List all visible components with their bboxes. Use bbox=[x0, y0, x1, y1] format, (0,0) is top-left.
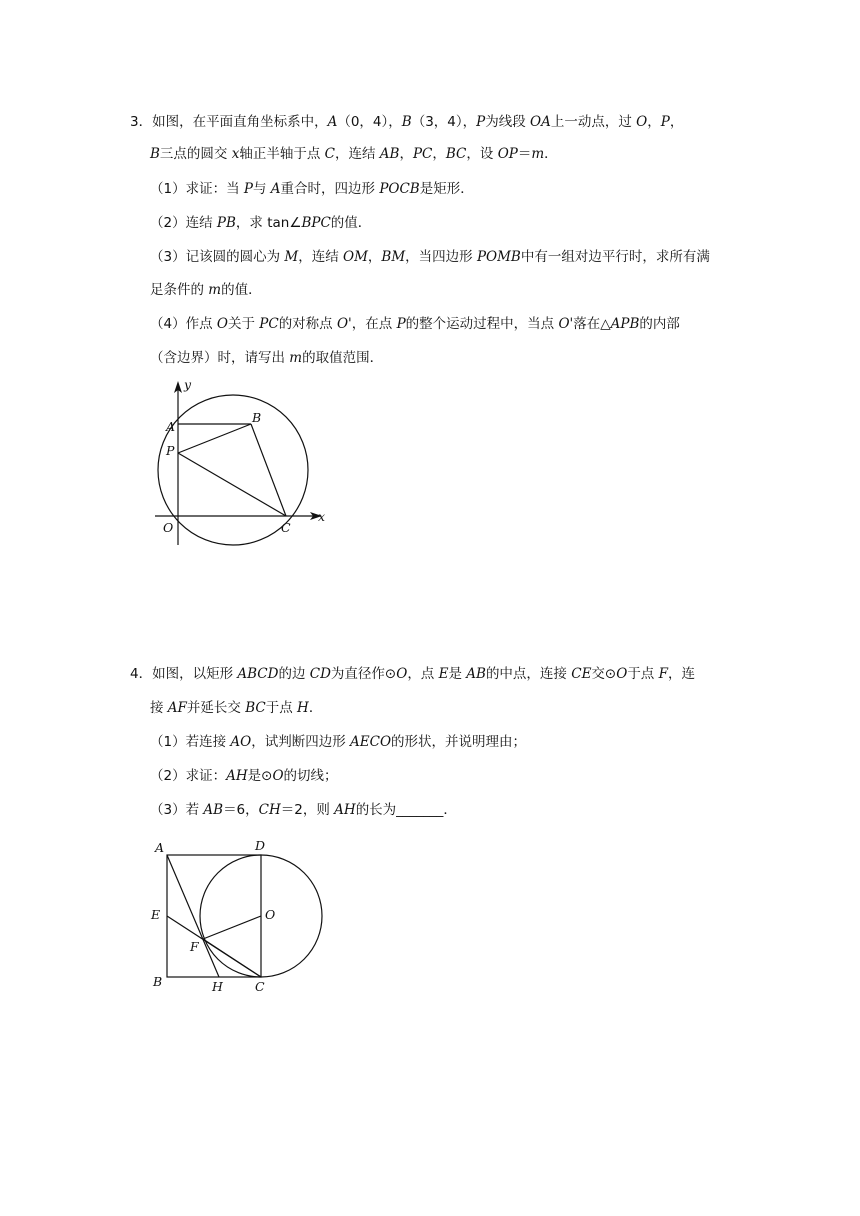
text-run: 中有一组对边平行时，求所有满 bbox=[520, 249, 710, 265]
text-run: 为线段 bbox=[485, 114, 531, 130]
text-run: 的中点，连接 bbox=[485, 666, 572, 682]
text-run: （2）求证： bbox=[150, 768, 227, 784]
text-run: 的对称点 bbox=[278, 316, 337, 332]
q4-part-2 bbox=[150, 767, 338, 785]
text-run: 三点的圆交 bbox=[159, 146, 232, 162]
q3-part-2 bbox=[150, 214, 371, 232]
q4-segment-ah bbox=[167, 855, 219, 977]
text-run: ，试判断四边形 bbox=[251, 734, 351, 750]
q4-figure bbox=[145, 835, 335, 1000]
math-variable: BPC bbox=[301, 215, 331, 231]
math-variable: O bbox=[636, 114, 648, 130]
text-run: ， bbox=[669, 114, 684, 130]
text-run: 的长为_______． bbox=[355, 802, 457, 818]
text-run: 的取值范围． bbox=[302, 350, 384, 366]
q4-label-a: A bbox=[155, 840, 165, 855]
math-variable: BC bbox=[245, 700, 266, 716]
math-variable: ABCD bbox=[237, 666, 279, 682]
q3-part-1 bbox=[150, 180, 474, 198]
q4-segment-of bbox=[203, 916, 261, 939]
math-variable: A bbox=[327, 114, 338, 130]
math-variable: P bbox=[396, 316, 406, 332]
text-run: 于点 bbox=[627, 666, 659, 682]
math-variable: x bbox=[231, 146, 240, 162]
math-variable: O bbox=[216, 316, 228, 332]
math-variable: m bbox=[531, 146, 545, 162]
math-variable: AB bbox=[203, 802, 224, 818]
math-variable: B bbox=[401, 114, 412, 130]
text-run: 关于 bbox=[227, 316, 260, 332]
text-run: ＝6， bbox=[223, 802, 259, 818]
q3-segment-bc bbox=[251, 424, 286, 516]
text-run: ， bbox=[367, 249, 382, 265]
q3-part-4-line-1 bbox=[150, 315, 680, 333]
text-run: （2）连结 bbox=[150, 215, 217, 231]
q4-part-1 bbox=[150, 733, 526, 751]
text-run: （4）作点 bbox=[150, 316, 217, 332]
q3-part-3-line-2 bbox=[150, 281, 262, 299]
text-run: 上一动点，过 bbox=[550, 114, 637, 130]
math-variable: OA bbox=[530, 114, 551, 130]
q3-part-4-line-2 bbox=[150, 349, 383, 367]
text-run: 的内部 bbox=[639, 316, 680, 332]
math-variable: POCB bbox=[379, 181, 420, 197]
text-run: （0，4）， bbox=[337, 114, 402, 130]
math-variable: O' bbox=[558, 316, 574, 332]
q3-label-o: O bbox=[163, 520, 174, 535]
text-run: ． bbox=[544, 146, 558, 162]
text-run: ， bbox=[647, 114, 661, 130]
text-run: ，连 bbox=[667, 666, 695, 682]
math-variable: M bbox=[284, 249, 299, 265]
text-run: ． bbox=[308, 700, 323, 716]
text-run: ，在点 bbox=[351, 316, 397, 332]
math-variable: O' bbox=[336, 316, 352, 332]
math-variable: P bbox=[660, 114, 670, 130]
q3-label-b: B bbox=[252, 410, 262, 425]
q3-segment-pc bbox=[178, 453, 286, 516]
text-run: ＝ bbox=[517, 146, 532, 162]
q4-label-h: H bbox=[212, 979, 223, 994]
text-run: ，求 tan∠ bbox=[235, 215, 302, 231]
q4-label-c: C bbox=[255, 979, 265, 994]
math-variable: C bbox=[324, 146, 335, 162]
text-run: 3．如图，在平面直角坐标系中， bbox=[130, 114, 328, 130]
text-run: ，连结 bbox=[334, 146, 380, 162]
q3-label-y: y bbox=[184, 377, 192, 392]
text-run: （1）若连接 bbox=[150, 734, 231, 750]
text-run: 的切线； bbox=[283, 768, 338, 784]
math-variable: AECO bbox=[350, 734, 392, 750]
text-run: （3，4）， bbox=[411, 114, 477, 130]
q3-part-3-line-1 bbox=[150, 248, 710, 266]
math-variable: AH bbox=[334, 802, 356, 818]
text-run: 重合时，四边形 bbox=[280, 181, 380, 197]
text-run: 与 bbox=[252, 181, 271, 197]
math-variable: B bbox=[150, 146, 160, 162]
text-run: 于点 bbox=[265, 700, 298, 716]
text-run: 落在△ bbox=[573, 316, 611, 332]
math-variable: F bbox=[658, 666, 668, 682]
text-run: ， bbox=[399, 146, 413, 162]
q4-stem-line-1 bbox=[130, 665, 695, 683]
text-run: 轴正半轴于点 bbox=[239, 146, 325, 162]
q3-label-a: A bbox=[166, 419, 176, 434]
math-variable: P bbox=[476, 114, 486, 130]
q4-label-f: F bbox=[190, 939, 199, 954]
q3-label-p: P bbox=[166, 443, 175, 458]
math-variable: O bbox=[272, 768, 284, 784]
math-variable: BM bbox=[381, 249, 406, 265]
math-variable: m bbox=[289, 350, 303, 366]
q4-label-e: E bbox=[151, 907, 161, 922]
q3-stem-line-2 bbox=[150, 145, 558, 163]
math-variable: APB bbox=[610, 316, 640, 332]
text-run: ，连结 bbox=[298, 249, 344, 265]
math-variable: H bbox=[297, 700, 309, 716]
math-variable: CE bbox=[571, 666, 592, 682]
q3-segment-pb bbox=[178, 424, 251, 453]
math-variable: OP bbox=[497, 146, 518, 162]
math-variable: POMB bbox=[476, 249, 521, 265]
math-variable: P bbox=[243, 181, 253, 197]
text-run: 的值． bbox=[330, 215, 372, 231]
text-run: 是矩形． bbox=[419, 181, 474, 197]
text-run: 4．如图，以矩形 bbox=[130, 666, 238, 682]
math-variable: AB bbox=[466, 666, 486, 682]
math-variable: CD bbox=[309, 666, 331, 682]
text-run: ，点 bbox=[407, 666, 439, 682]
math-variable: O bbox=[396, 666, 408, 682]
text-run: 是 bbox=[448, 666, 467, 682]
text-run: ，设 bbox=[466, 146, 498, 162]
text-run: （含边界）时，请写出 bbox=[150, 350, 290, 366]
q3-figure bbox=[150, 375, 340, 560]
q4-stem-line-2 bbox=[150, 699, 322, 717]
math-variable: OM bbox=[343, 249, 368, 265]
math-variable: AF bbox=[167, 700, 187, 716]
q3-label-x: x bbox=[318, 509, 326, 524]
text-run: 的整个运动过程中，当点 bbox=[405, 316, 559, 332]
text-run: ＝2，则 bbox=[280, 802, 335, 818]
math-variable: E bbox=[438, 666, 449, 682]
q4-label-d: D bbox=[255, 838, 266, 853]
text-run: 的形状，并说明理由； bbox=[391, 734, 527, 750]
text-run: ， bbox=[432, 146, 446, 162]
text-run: 的边 bbox=[278, 666, 310, 682]
math-variable: O bbox=[616, 666, 628, 682]
math-variable: AB bbox=[379, 146, 400, 162]
text-run: ，当四边形 bbox=[405, 249, 477, 265]
math-variable: A bbox=[270, 181, 281, 197]
text-run: （3）记该圆的圆心为 bbox=[150, 249, 285, 265]
text-run: （3）若 bbox=[150, 802, 204, 818]
math-variable: PC bbox=[412, 146, 433, 162]
math-variable: PC bbox=[259, 316, 279, 332]
math-variable: m bbox=[208, 282, 222, 298]
text-run: 足条件的 bbox=[150, 282, 209, 298]
q4-label-o: O bbox=[265, 907, 276, 922]
math-variable: AO bbox=[230, 734, 252, 750]
q4-rectangle-abcd bbox=[167, 855, 261, 977]
text-run: 的值． bbox=[221, 282, 262, 298]
q4-part-3 bbox=[150, 801, 457, 819]
text-run: 是⊙ bbox=[247, 768, 273, 784]
text-run: （1）求证：当 bbox=[150, 181, 244, 197]
math-variable: AH bbox=[226, 768, 248, 784]
q4-segment-fc bbox=[203, 939, 261, 977]
q3-label-c: C bbox=[281, 520, 291, 535]
math-variable: BC bbox=[445, 146, 467, 162]
math-variable: PB bbox=[216, 215, 236, 231]
text-run: 交⊙ bbox=[591, 666, 617, 682]
q4-label-b: B bbox=[153, 974, 163, 989]
math-variable: CH bbox=[258, 802, 281, 818]
text-run: 并延长交 bbox=[186, 700, 246, 716]
text-run: 为直径作⊙ bbox=[330, 666, 397, 682]
text-run: 接 bbox=[150, 700, 168, 716]
q3-stem-line-1 bbox=[130, 113, 683, 131]
